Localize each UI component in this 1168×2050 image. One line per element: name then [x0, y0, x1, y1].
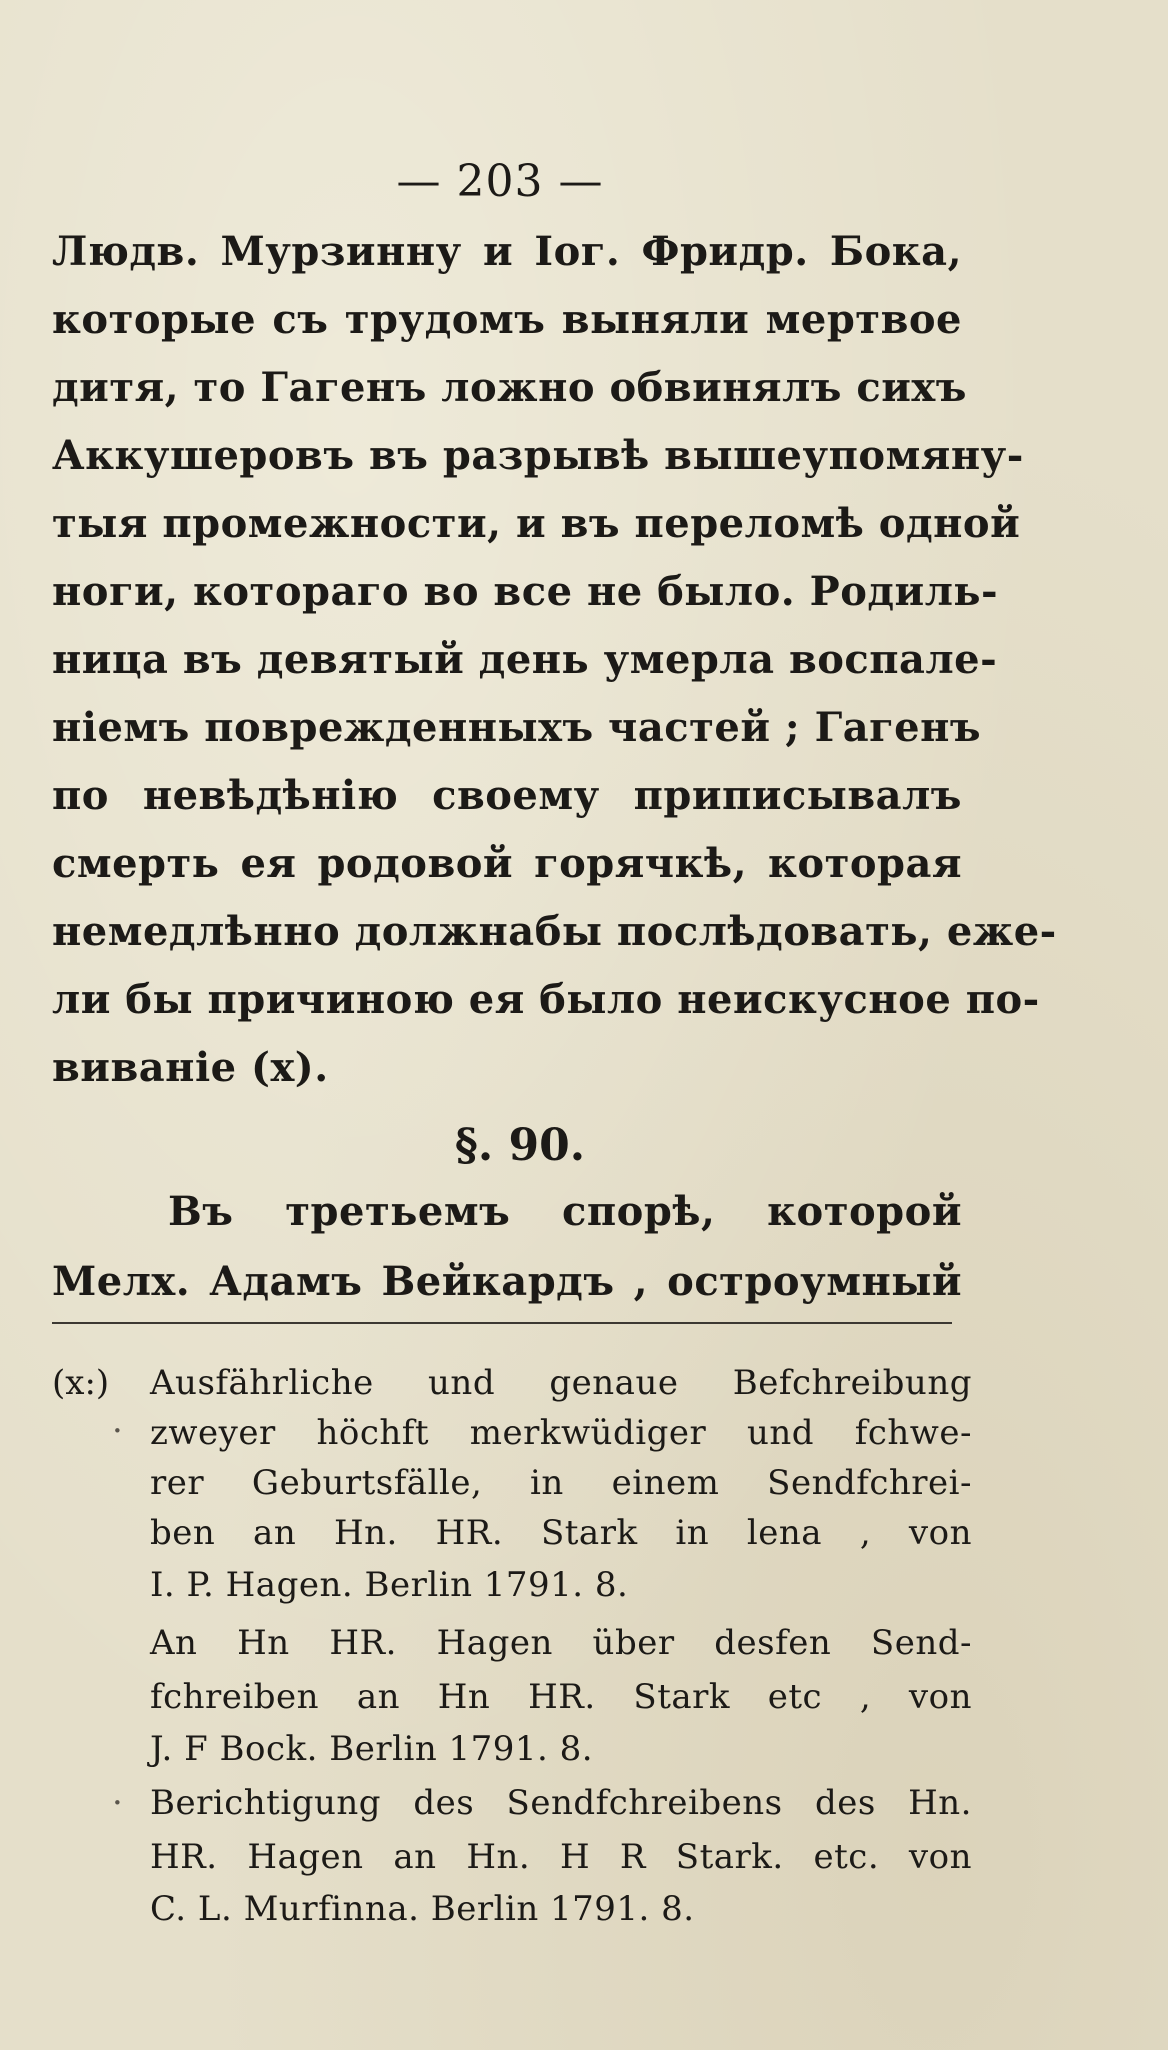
paragraph-line-1: Людв. Мурзинну и Іог. Фридр. Бока, — [52, 228, 962, 275]
paragraph-line-13: виваніе (x). — [52, 1044, 329, 1091]
footnote-dot: · — [112, 1411, 123, 1451]
footnote-line-8: J. F Bock. Berlin 1791. 8. — [150, 1729, 594, 1769]
footnote-line-7: fchreiben an Hn HR. Stark etc , von — [150, 1677, 972, 1717]
paragraph-line-8: ніемъ поврежденныхъ частей ; Гагенъ — [52, 704, 982, 751]
section-line-1: Въ третьемъ спорѣ, которой — [168, 1188, 962, 1235]
paragraph-line-9: по невѣдѣнію своему приписывалъ — [52, 772, 962, 819]
footnote-line-11: C. L. Murfinna. Berlin 1791. 8. — [150, 1889, 695, 1929]
paragraph-line-5: тыя промежности, и въ переломѣ одной — [52, 500, 1021, 547]
section-line-2: Мелх. Адамъ Вейкардъ , остроумный — [52, 1258, 962, 1305]
footnote-line-10: HR. Hagen an Hn. H R Stark. etc. von — [150, 1837, 972, 1877]
footnote-divider — [52, 1322, 952, 1324]
footnote-line-3: rer Geburtsfälle, in einem Sendfchrei- — [150, 1463, 972, 1503]
footnote-line-5: I. P. Hagen. Berlin 1791. 8. — [150, 1565, 629, 1605]
paragraph-line-12: ли бы причиною ея было неискусное по- — [52, 976, 1040, 1023]
page-number: — 203 — — [396, 156, 604, 207]
paragraph-line-7: ница въ девятый день умерла воспале- — [52, 636, 998, 683]
paragraph-line-4: Аккушеровъ въ разрывѣ вышеупомяну- — [52, 432, 1024, 479]
paragraph-line-6: ноги, котораго во все не было. Родиль- — [52, 568, 999, 615]
footnote-line-9: Berichtigung des Sendfchreibens des Hn. — [150, 1783, 972, 1823]
paragraph-line-3: дитя, то Гагенъ ложно обвинялъ сихъ — [52, 364, 967, 411]
footnote-marker: (x:) — [52, 1363, 110, 1403]
paragraph-line-10: смерть ея родовой горячкѣ, которая — [52, 840, 962, 887]
footnote-dot-2: · — [112, 1783, 123, 1823]
footnote-line-4: ben an Hn. HR. Stark in lena , von — [150, 1513, 972, 1553]
paragraph-line-2: которые съ трудомъ выняли мертвое — [52, 296, 962, 343]
footnote-line-2: zweyer höchft merkwüdiger und fchwe- — [150, 1413, 972, 1453]
footnote-line-6: An Hn HR. Hagen über desfen Send- — [150, 1623, 972, 1663]
paragraph-line-11: немедлѣнно должнабы послѣдовать, еже- — [52, 908, 1057, 955]
section-heading: §. 90. — [454, 1120, 586, 1171]
footnote-line-1: Ausfährliche und genaue Befchreibung — [150, 1363, 972, 1403]
